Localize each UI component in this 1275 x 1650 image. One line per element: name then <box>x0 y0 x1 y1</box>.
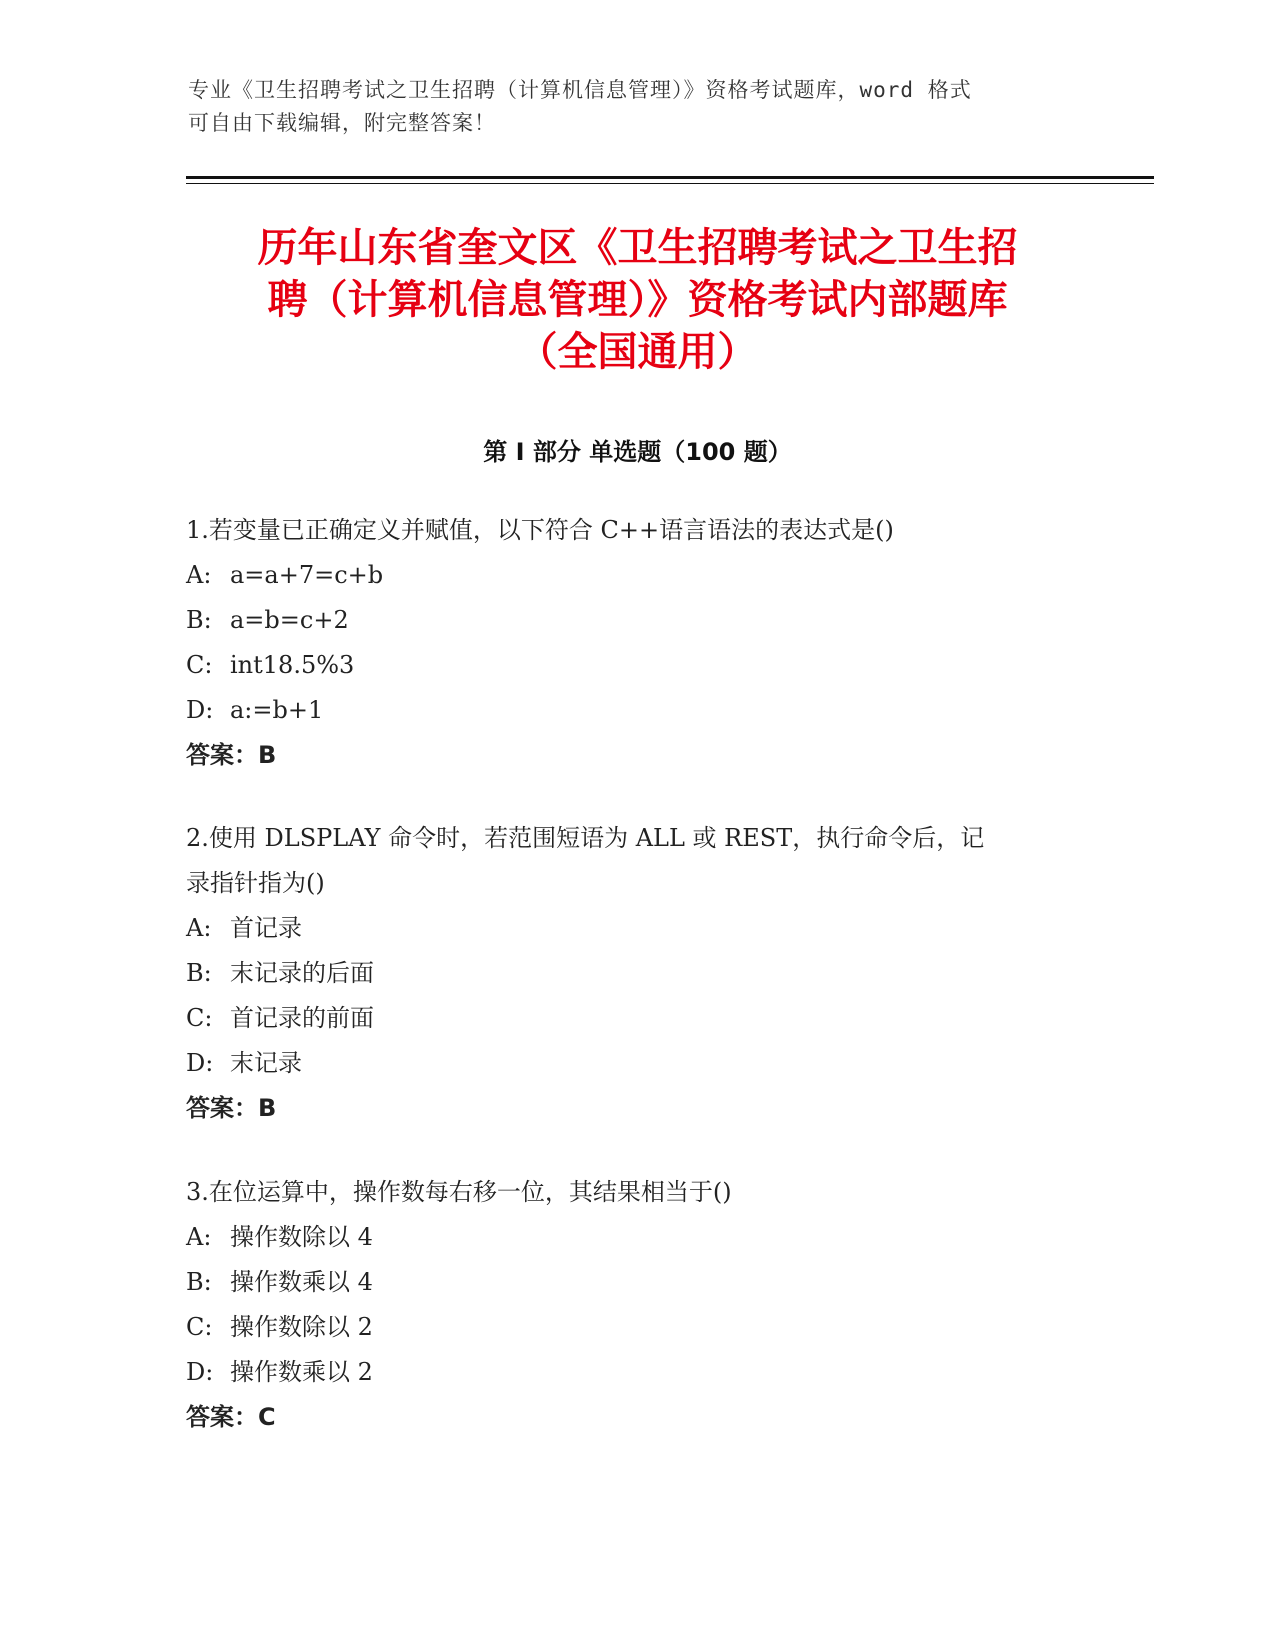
title-line-2: 聘（计算机信息管理）》资格考试内部题库 <box>267 277 1008 323</box>
option-label: C: <box>186 1313 213 1341</box>
option-text: a:=b+1 <box>230 696 324 724</box>
option-label: B: <box>186 606 212 634</box>
header-note-line-2: 可自由下载编辑，附完整答案！ <box>188 111 496 135</box>
option-label: B: <box>186 959 212 987</box>
option-a <box>186 906 1066 951</box>
question-3 <box>186 1170 1066 1440</box>
option-text: 首记录的前面 <box>230 1004 374 1032</box>
option-label: C: <box>186 651 213 679</box>
option-c <box>186 996 1066 1041</box>
option-label: A: <box>186 561 212 589</box>
header-note <box>188 74 1068 140</box>
document-title <box>150 222 1125 378</box>
option-text: 操作数乘以 4 <box>230 1268 373 1296</box>
option-text: a=b=c+2 <box>230 606 349 634</box>
question-2 <box>186 816 1066 1131</box>
option-text: 操作数除以 4 <box>230 1223 373 1251</box>
option-a <box>186 1215 1066 1260</box>
header-rule-thin <box>186 183 1154 184</box>
option-c <box>186 643 1066 688</box>
answer: 答案：C <box>186 1403 276 1431</box>
option-d <box>186 1041 1066 1086</box>
title-line-1: 历年山东省奎文区《卫生招聘考试之卫生招 <box>257 225 1018 271</box>
header-rule-thick <box>186 176 1154 179</box>
section-title: 第 I 部分 单选题（100 题） <box>483 438 792 466</box>
option-text: 末记录的后面 <box>230 959 374 987</box>
option-label: B: <box>186 1268 212 1296</box>
option-b <box>186 598 1066 643</box>
answer: 答案：B <box>186 741 277 769</box>
option-text: 操作数乘以 2 <box>230 1358 373 1386</box>
option-d <box>186 1350 1066 1395</box>
option-label: D: <box>186 1049 214 1077</box>
question-stem: 3.在位运算中，操作数每右移一位，其结果相当于() <box>186 1178 732 1206</box>
option-text: a=a+7=c+b <box>230 561 384 589</box>
option-text: 首记录 <box>230 914 302 942</box>
question-stem: 2.使用 DLSPLAY 命令时，若范围短语为 ALL 或 REST，执行命令后，记 <box>186 824 985 852</box>
option-b <box>186 951 1066 996</box>
option-label: D: <box>186 696 214 724</box>
question-1 <box>186 508 1066 778</box>
option-label: A: <box>186 1223 212 1251</box>
option-c <box>186 1305 1066 1350</box>
answer: 答案：B <box>186 1094 277 1122</box>
header-note-line-1: 专业《卫生招聘考试之卫生招聘（计算机信息管理）》资格考试题库，word 格式 <box>188 78 972 102</box>
option-text: 末记录 <box>230 1049 302 1077</box>
option-label: D: <box>186 1358 214 1386</box>
option-b <box>186 1260 1066 1305</box>
option-text: int18.5%3 <box>230 651 355 679</box>
option-text: 操作数除以 2 <box>230 1313 373 1341</box>
option-label: C: <box>186 1004 213 1032</box>
option-a <box>186 553 1066 598</box>
question-stem-continued: 录指针指为() <box>186 869 325 897</box>
option-label: A: <box>186 914 212 942</box>
option-d <box>186 688 1066 733</box>
question-stem: 1.若变量已正确定义并赋值，以下符合 C++语言语法的表达式是() <box>186 516 894 544</box>
title-line-3: （全国通用） <box>517 329 758 375</box>
